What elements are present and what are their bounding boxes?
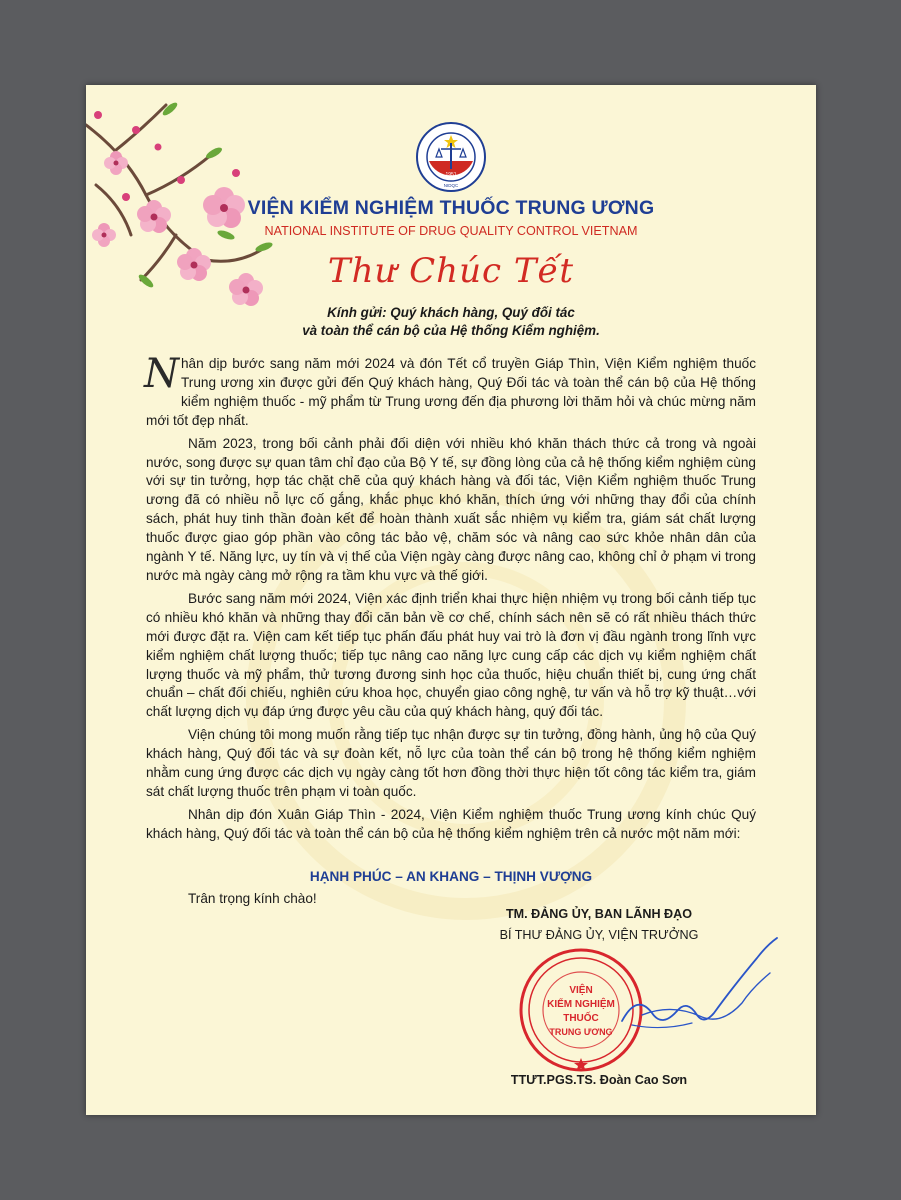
signature-role: BÍ THƯ ĐẢNG ỦY, VIỆN TRƯỞNG [499, 928, 699, 942]
paragraph-3: Bước sang năm mới 2024, Viện xác định triển khai thực hiện nhiệm vụ trong bối cảnh tiếp tục có nhiều khó khăn và những thay đổi căn bản về cơ chế, chính sách nên sẽ có rất nhiều thách thức mới được đặt ra. Viện cam kết tiếp tục phấn đấu phát huy vai trò là đơn vị đầu ngành trong lĩnh vực kiểm nghiệm chất lượng thuốc; tiếp tục nâng cao năng lực cung cấp các dịch vụ kiểm nghiệm chất lượng thuốc và mỹ phẩm, thử tương đương sinh học của thuốc, hiệu chuẩn thiết bị, cung ứng chất chuẩn – chất đối chiếu, nghiên cứu khoa học, chuyển giao công nghệ, tư vấn và hỗ trợ kỹ thuật…với chất lượng dịch vụ đáp ứng được yêu cầu của quý khách hàng, quý đối tác. [146, 590, 756, 720]
institute-name-english: NATIONAL INSTITUTE OF DRUG QUALITY CONTROL VIETNAM [264, 224, 638, 238]
handwritten-signature [582, 933, 782, 1053]
institute-name-vietnamese: VIỆN KIỂM NGHIỆM THUỐC TRUNG ƯƠNG [247, 197, 655, 219]
letter-title: Thư Chúc Tết [327, 251, 575, 291]
letter-body [144, 351, 756, 848]
letter-page [86, 85, 816, 1115]
svg-text:THUỐC: THUỐC [563, 1013, 599, 1024]
greeting-line-1: Kính gửi: Quý khách hàng, Quý đối tác [327, 305, 575, 320]
drop-cap: N [144, 351, 179, 397]
paragraph-5: Nhân dịp đón Xuân Giáp Thìn - 2024, Viện Kiểm nghiệm thuốc Trung ương kính chúc Quý khách hàng, Quý đối tác và toàn thể cán bộ của hệ thống kiểm nghiệm trên cả nước một năm mới: [146, 806, 756, 841]
institute-logo [415, 121, 487, 193]
greeting-line-2: và toàn thể cán bộ của Hệ thống Kiểm nghiệm. [302, 323, 600, 338]
new-year-wish: HẠNH PHÚC – AN KHANG – THỊNH VƯỢNG [309, 869, 593, 884]
paragraph-1-text: hân dịp bước sang năm mới 2024 và đón Tết cổ truyền Giáp Thìn, Viện Kiểm nghiệm thuốc Trung ương xin được gửi đến Quý khách hàng, Quý Đối tác và toàn thể cán bộ của Hệ thống kiểm nghiệm thuốc - mỹ phẩm từ Trung ương đến địa phương lời thăm hỏi và chúc mừng năm mới tốt đẹp nhất. [146, 356, 756, 428]
greeting [86, 304, 816, 340]
svg-text:NIDQC: NIDQC [443, 183, 459, 188]
closing-regards: Trân trọng kính chào! [188, 891, 317, 906]
signature-title: TM. ĐẢNG ỦY, BAN LÃNH ĐẠO [505, 907, 693, 921]
paragraph-1 [144, 351, 756, 431]
paragraph-4: Viện chúng tôi mong muốn rằng tiếp tục nhận được sự tin tưởng, đồng hành, ủng hộ của Quý khách hàng, Quý đối tác và sự đoàn kết, nỗ lực của toàn thể cán bộ trong hệ thống kiểm nghiệm nhằm cung ứng được các dịch vụ ngày càng tốt hơn đồng thời thực hiện tốt công tác kiểm tra, giám sát chất lượng thuốc trên phạm vi toàn quốc. [146, 727, 756, 799]
svg-text:KIỂM NGHIỆM: KIỂM NGHIỆM [547, 999, 615, 1010]
signer-name: TTƯT.PGS.TS. Đoàn Cao Sơn [510, 1073, 688, 1087]
svg-text:TRUNG ƯƠNG: TRUNG ƯƠNG [549, 1027, 613, 1037]
paragraph-2: Năm 2023, trong bối cảnh phải đối diện với nhiều khó khăn thách thức cả trong và ngoài nước, song được sự quan tâm chỉ đạo của Bộ Y tế, sự đồng lòng của cả hệ thống kiểm nghiệm cùng với sự tin tưởng, hợp tác chặt chẽ của quý khách hàng và đối tác, Viện Kiểm nghiệm thuốc Trung ương đã có nhiều nỗ lực cố gắng, khắc phục khó khăn, thích ứng với những thay đổi của chính sách, phát huy tinh thần đoàn kết để hoàn thành xuất sắc nhiệm vụ kiểm tra, giám sát chất lượng thuốc được giao góp phần vào công tác bảo vệ, chăm sóc và nâng cao sức khỏe nhân dân của ngành Y tế. Năng lực, uy tín và vị thế của Viện ngày càng được nâng cao, không chỉ ở phạm vi trong nước mà ngày càng mở rộng ra tầm khu vực và thế giới. [146, 435, 756, 583]
svg-text:1951: 1951 [445, 172, 457, 178]
svg-text:VIỆN: VIỆN [569, 985, 593, 996]
